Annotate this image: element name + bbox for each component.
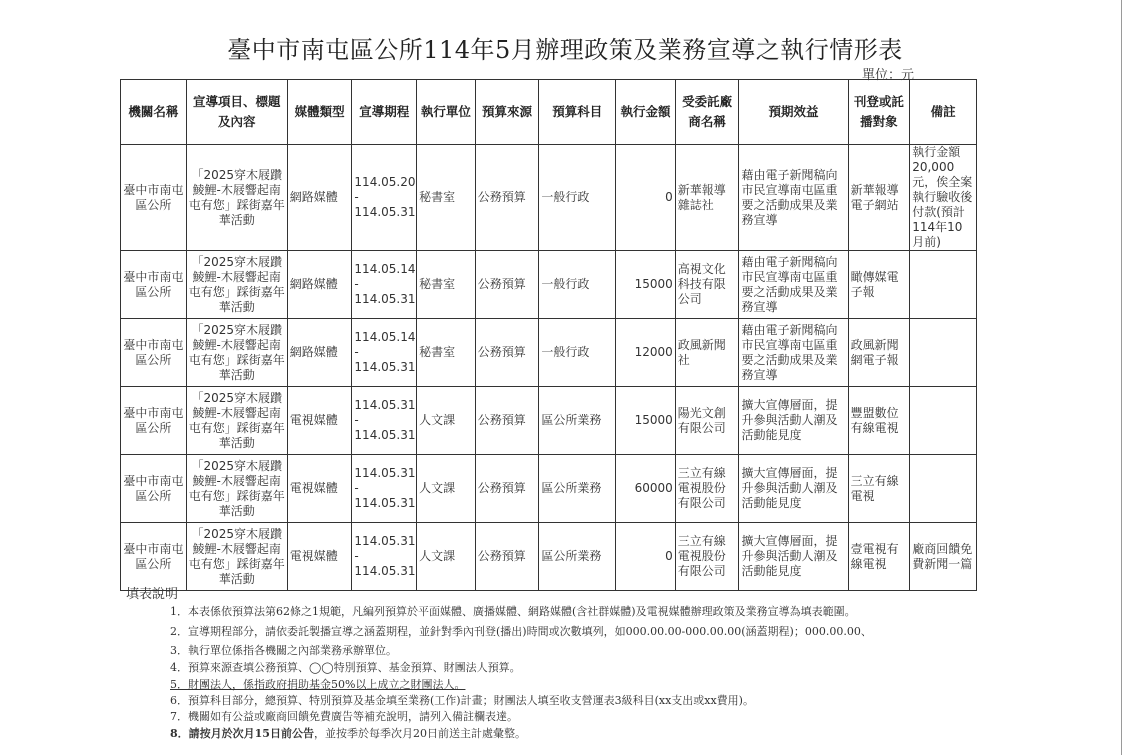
header-vendor: 受委託廠商名稱 (675, 80, 739, 145)
cell-note: 廠商回饋免費新聞一篇 (910, 523, 977, 591)
header-item: 宣導項目、標題及內容 (186, 80, 287, 145)
table-row (121, 251, 977, 319)
cell-vendor: 陽光文創有限公司 (675, 387, 739, 455)
note-item: 2．宣導期程部分，請依委託製播宣導之涵蓋期程，並針對季內刊登(播出)時間或次數填列，如000.00.00-000.00.00(涵蓋期程)；000.00.00、 (170, 625, 872, 638)
cell-target: 三立有線電視 (848, 455, 910, 523)
note-item: 6．預算科目部分，總預算、特別預算及基金填至業務(工作)計畫；財團法人填至收支營運表3級科目(xx支出或xx費用)。 (170, 694, 754, 707)
cell-amount: 60000 (616, 455, 676, 523)
header-source: 預算來源 (475, 80, 539, 145)
cell-source: 公務預算 (475, 251, 539, 319)
cell-target: 新華報導電子網站 (848, 145, 910, 251)
cell-unit: 人文課 (417, 523, 476, 591)
cell-vendor: 政風新聞社 (675, 319, 739, 387)
cell-unit: 秘書室 (417, 145, 476, 251)
cell-agency: 臺中市南屯區公所 (121, 523, 187, 591)
cell-subject: 區公所業務 (539, 523, 616, 591)
period-end: 114.05.31 (354, 428, 416, 442)
cell-subject: 一般行政 (539, 251, 616, 319)
cell-item: 「2025穿木屐躦鯪鯉-木屐響起南屯有您」踩街嘉年華活動 (186, 319, 287, 387)
cell-unit: 秘書室 (417, 251, 476, 319)
cell-benefit: 藉由電子新聞稿向市民宣導南屯區重要之活動成果及業務宣導 (739, 251, 848, 319)
header-agency: 機關名稱 (121, 80, 187, 145)
period-separator: - (354, 549, 359, 563)
cell-target: 豐盟數位有線電視 (848, 387, 910, 455)
cell-target: 壹電視有線電視 (848, 523, 910, 591)
cell-agency: 臺中市南屯區公所 (121, 387, 187, 455)
cell-media: 電視媒體 (287, 523, 352, 591)
cell-agency: 臺中市南屯區公所 (121, 455, 187, 523)
cell-item: 「2025穿木屐躦鯪鯉-木屐響起南屯有您」踩街嘉年華活動 (186, 455, 287, 523)
table-row (121, 523, 977, 591)
cell-unit: 人文課 (417, 455, 476, 523)
cell-agency: 臺中市南屯區公所 (121, 251, 187, 319)
notes-title: 填表說明 (126, 587, 179, 602)
cell-media: 網路媒體 (287, 251, 352, 319)
cell-source: 公務預算 (475, 523, 539, 591)
period-start: 114.05.31 (354, 534, 416, 548)
note-item: 5．財團法人，係指政府捐助基金50%以上成立之財團法人。 (170, 678, 466, 691)
cell-subject: 區公所業務 (539, 455, 616, 523)
table-row (121, 455, 977, 523)
cell-period (352, 455, 417, 523)
cell-vendor: 新華報導雜誌社 (675, 145, 739, 251)
page-edge-line (1121, 0, 1122, 755)
period-start: 114.05.14 (354, 262, 416, 276)
cell-amount: 15000 (616, 387, 676, 455)
note-deadline-rest: ，並按季於每季次月20日前送主計處彙整。 (313, 727, 526, 740)
cell-benefit: 擴大宣傳層面，提升參與活動人潮及活動能見度 (739, 523, 848, 591)
note-item: 1．本表係依預算法第62條之1規範，凡編列預算於平面媒體、廣播媒體、網路媒體(含社群媒體)及電視媒體辦理政策及業務宣導為填表範圍。 (170, 605, 856, 618)
cell-media: 網路媒體 (287, 145, 352, 251)
cell-period (352, 387, 417, 455)
period-separator: - (354, 190, 359, 204)
period-start: 114.05.20 (354, 175, 416, 189)
note-item-deadline (170, 725, 526, 741)
cell-media: 電視媒體 (287, 455, 352, 523)
period-end: 114.05.31 (354, 205, 416, 219)
note-item: 4．預算來源查填公務預算、◯◯特別預算、基金預算、財團法人預算。 (170, 661, 521, 674)
cell-target: 政風新聞網電子報 (848, 319, 910, 387)
unit-label: 單位：元 (862, 68, 915, 83)
cell-amount: 0 (616, 523, 676, 591)
cell-benefit: 藉由電子新聞稿向市民宣導南屯區重要之活動成果及業務宣導 (739, 319, 848, 387)
cell-unit: 秘書室 (417, 319, 476, 387)
header-unit: 執行單位 (417, 80, 476, 145)
cell-note (910, 387, 977, 455)
period-start: 114.05.14 (354, 330, 416, 344)
note-item: 3．執行單位係指各機關之內部業務承辦單位。 (170, 644, 397, 657)
cell-agency: 臺中市南屯區公所 (121, 145, 187, 251)
cell-note (910, 319, 977, 387)
cell-vendor: 三立有線電視股份有限公司 (675, 523, 739, 591)
cell-note (910, 251, 977, 319)
period-separator: - (354, 413, 359, 427)
cell-item: 「2025穿木屐躦鯪鯉-木屐響起南屯有您」踩街嘉年華活動 (186, 145, 287, 251)
period-end: 114.05.31 (354, 292, 416, 306)
table-row (121, 319, 977, 387)
period-separator: - (354, 345, 359, 359)
table-row (121, 387, 977, 455)
period-end: 114.05.31 (354, 496, 416, 510)
cell-period (352, 319, 417, 387)
cell-target: 瞰傳媒電子報 (848, 251, 910, 319)
cell-amount: 0 (616, 145, 676, 251)
header-amount: 執行金額 (616, 80, 676, 145)
cell-period (352, 145, 417, 251)
cell-source: 公務預算 (475, 319, 539, 387)
period-end: 114.05.31 (354, 564, 416, 578)
cell-benefit: 藉由電子新聞稿向市民宣導南屯區重要之活動成果及業務宣導 (739, 145, 848, 251)
note-deadline-bold: 8．請按月於次月15日前公告 (170, 727, 314, 740)
cell-note (910, 455, 977, 523)
header-period: 宣導期程 (352, 80, 417, 145)
header-media: 媒體類型 (287, 80, 352, 145)
table-header-row (121, 80, 977, 145)
cell-period (352, 523, 417, 591)
period-start: 114.05.31 (354, 466, 416, 480)
cell-media: 網路媒體 (287, 319, 352, 387)
cell-agency: 臺中市南屯區公所 (121, 319, 187, 387)
cell-source: 公務預算 (475, 145, 539, 251)
cell-item: 「2025穿木屐躦鯪鯉-木屐響起南屯有您」踩街嘉年華活動 (186, 251, 287, 319)
cell-item: 「2025穿木屐躦鯪鯉-木屐響起南屯有您」踩街嘉年華活動 (186, 387, 287, 455)
page-title: 臺中市南屯區公所114年5月辦理政策及業務宣導之執行情形表 (227, 36, 903, 64)
cell-benefit: 擴大宣傳層面，提升參與活動人潮及活動能見度 (739, 455, 848, 523)
note-item: 7．機關如有公益或廠商回饋免費廣告等補充說明，請列入備註欄表達。 (170, 710, 518, 723)
period-start: 114.05.31 (354, 398, 416, 412)
cell-source: 公務預算 (475, 455, 539, 523)
cell-period (352, 251, 417, 319)
cell-subject: 一般行政 (539, 319, 616, 387)
table-row (121, 145, 977, 251)
header-benefit: 預期效益 (739, 80, 848, 145)
cell-subject: 區公所業務 (539, 387, 616, 455)
cell-benefit: 擴大宣傳層面，提升參與活動人潮及活動能見度 (739, 387, 848, 455)
header-target: 刊登或託播對象 (848, 80, 910, 145)
cell-item: 「2025穿木屐躦鯪鯉-木屐響起南屯有您」踩街嘉年華活動 (186, 523, 287, 591)
policy-promotion-table (120, 79, 977, 591)
cell-media: 電視媒體 (287, 387, 352, 455)
period-separator: - (354, 481, 359, 495)
cell-vendor: 三立有線電視股份有限公司 (675, 455, 739, 523)
cell-amount: 12000 (616, 319, 676, 387)
cell-note: 執行金額20,000元，俟全案執行驗收後付款(預計114年10月前) (910, 145, 977, 251)
cell-amount: 15000 (616, 251, 676, 319)
cell-source: 公務預算 (475, 387, 539, 455)
cell-vendor: 高視文化科技有限公司 (675, 251, 739, 319)
period-separator: - (354, 277, 359, 291)
period-end: 114.05.31 (354, 360, 416, 374)
header-note: 備註 (910, 80, 977, 145)
cell-subject: 一般行政 (539, 145, 616, 251)
cell-unit: 人文課 (417, 387, 476, 455)
header-subject: 預算科目 (539, 80, 616, 145)
